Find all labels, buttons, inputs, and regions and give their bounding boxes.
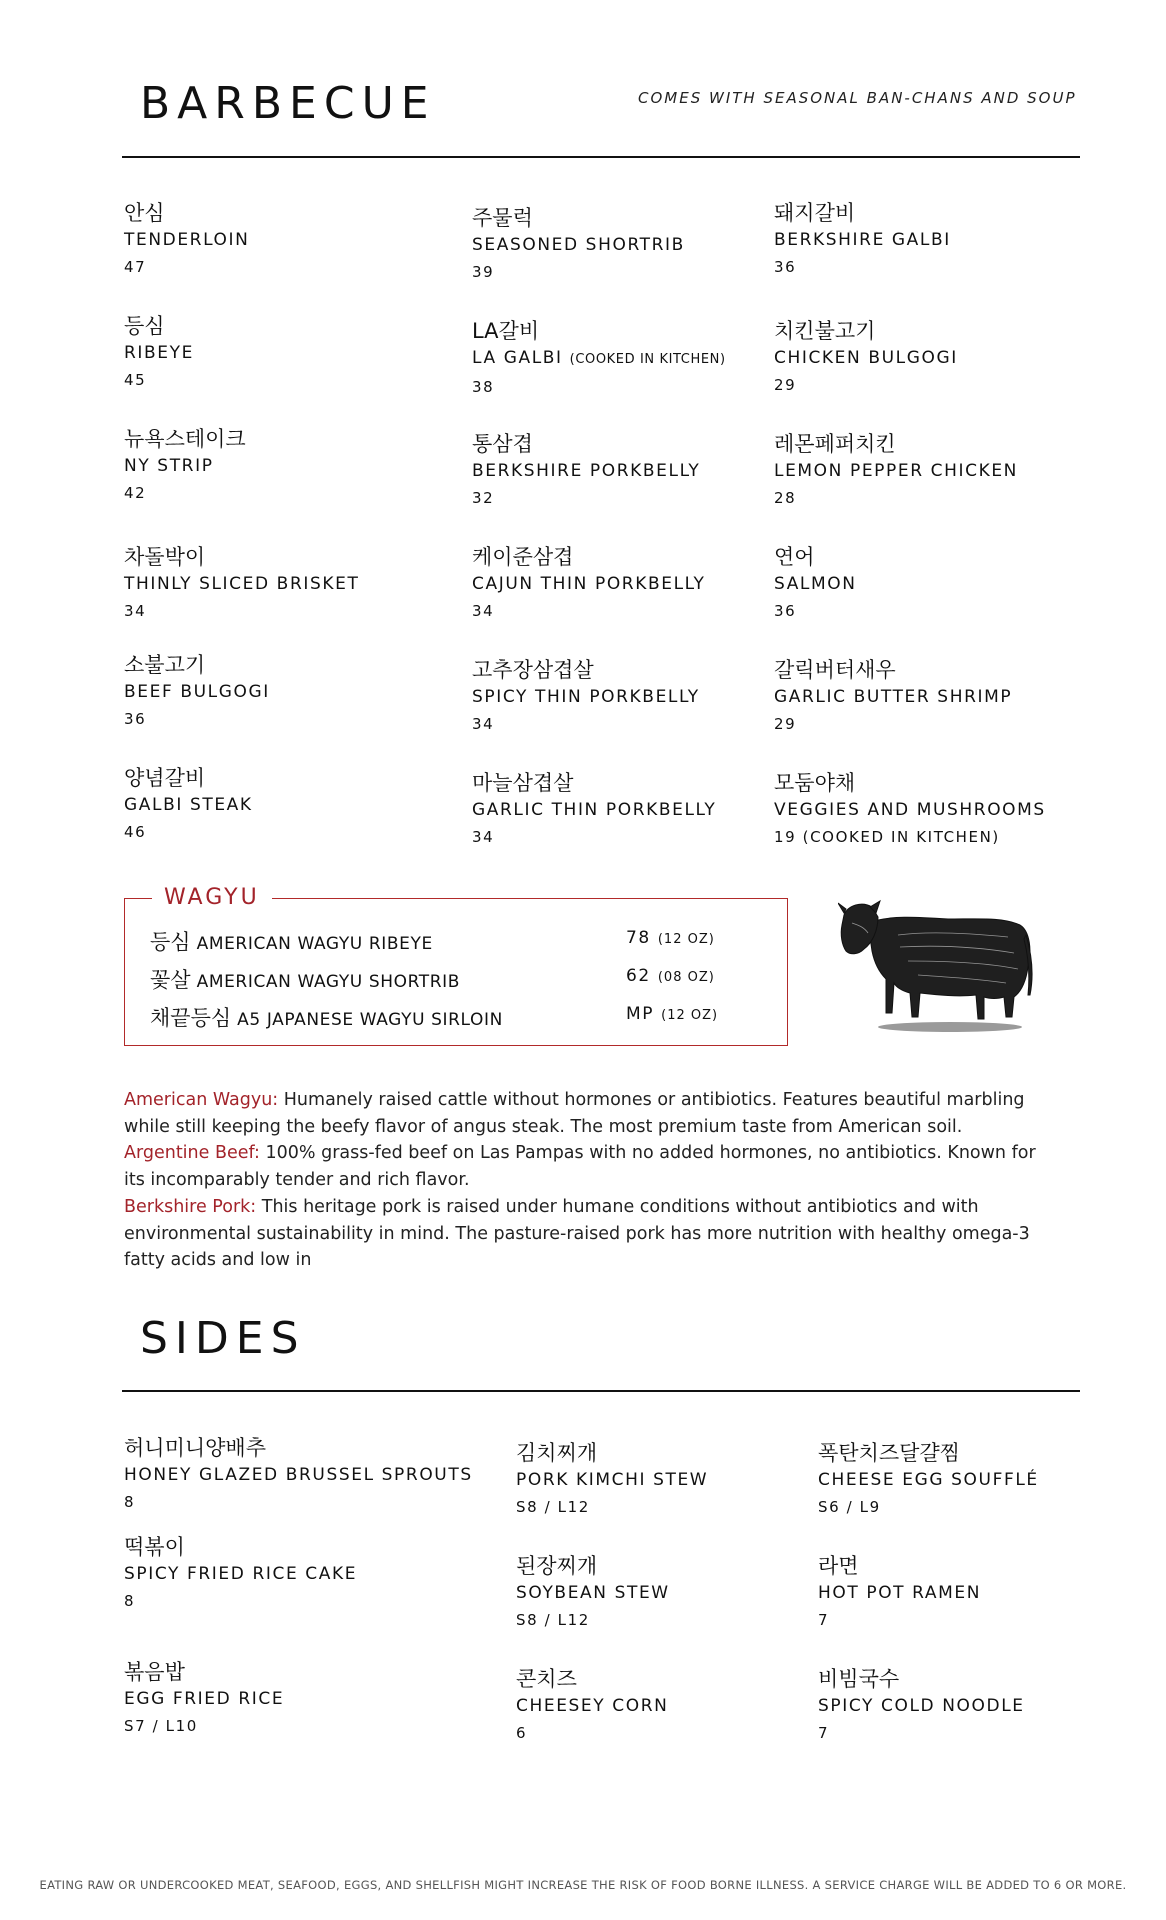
menu-item [774, 543, 857, 624]
item-name-english-text: LA GALBI [472, 348, 563, 368]
description-text: This heritage pork is raised under humane conditions without antibiotics and with environmental sustainability in mind. The pasture-raised pork has more nutrition with healthy omega-3 fatty acids and low in [124, 1196, 1030, 1271]
item-name-english: BERKSHIRE PORKBELLY [472, 461, 701, 481]
item-name-english: RIBEYE [124, 343, 194, 363]
item-name-english: VEGGIES AND MUSHROOMS [774, 800, 1046, 820]
wagyu-title: WAGYU [152, 885, 272, 910]
item-name-korean: LA갈비 [472, 319, 540, 343]
item-price: 39 [472, 263, 495, 281]
menu-item [472, 656, 700, 737]
item-price: 19 (COOKED IN KITCHEN) [774, 828, 1000, 846]
item-name-korean: 돼지갈비 [774, 201, 856, 225]
item-name-english: HONEY GLAZED BRUSSEL SPROUTS [124, 1465, 473, 1485]
item-price: 38 [472, 378, 495, 396]
item-name-korean: 된장찌개 [516, 1554, 598, 1578]
menu-item [818, 1552, 981, 1633]
argentine-beef-description [124, 1140, 1054, 1193]
item-name-english: CHICKEN BULGOGI [774, 348, 958, 368]
menu-item [124, 651, 270, 732]
item-name-korean: 라면 [818, 1554, 859, 1578]
item-name-english: SALMON [774, 574, 857, 594]
menu-item [774, 430, 1018, 511]
menu-item [472, 317, 726, 400]
item-name-english: BEEF BULGOGI [124, 682, 270, 702]
item-name-korean: 뉴욕스테이크 [124, 427, 246, 451]
menu-item [124, 543, 359, 624]
item-price: S7 / L10 [124, 1717, 198, 1735]
item-price: S8 / L12 [516, 1611, 590, 1629]
menu-item [472, 769, 716, 850]
item-name-korean: 레몬페퍼치킨 [774, 432, 896, 456]
barbecue-title: BARBECUE [140, 78, 436, 129]
item-name-korean: 소불고기 [124, 653, 206, 677]
item-name-korean: 치킨불고기 [774, 319, 876, 343]
menu-item [516, 1665, 668, 1746]
item-name-korean: 볶음밥 [124, 1660, 185, 1684]
item-name-korean: 통삼겹 [472, 432, 533, 456]
item-name-english: LEMON PEPPER CHICKEN [774, 461, 1018, 481]
item-name-korean: 안심 [124, 201, 165, 225]
item-name-korean: 등심 [150, 930, 191, 954]
menu-item [124, 1533, 357, 1614]
wagyu-price [626, 928, 715, 948]
item-price: 28 [774, 489, 797, 507]
menu-item [124, 764, 253, 845]
item-name-korean: 등심 [124, 314, 165, 338]
menu-item [774, 656, 1012, 737]
bull-illustration-icon [838, 895, 1034, 1045]
wagyu-price [626, 1004, 718, 1024]
menu-item [472, 430, 700, 511]
item-name-korean: 폭탄치즈달걀찜 [818, 1441, 961, 1465]
item-price: 32 [472, 489, 495, 507]
wagyu-item [150, 926, 433, 956]
menu-item [124, 312, 194, 393]
american-wagyu-description [124, 1087, 1054, 1140]
item-name-korean: 고추장삼겹살 [472, 658, 594, 682]
item-price: 8 [124, 1592, 136, 1610]
menu-item [774, 199, 951, 280]
item-price: 7 [818, 1724, 830, 1742]
item-price: 34 [472, 715, 495, 733]
item-price: 62 [626, 966, 651, 986]
menu-item [124, 1434, 473, 1515]
item-price: 36 [124, 710, 147, 728]
item-price: 46 [124, 823, 147, 841]
item-name-english: CAJUN THIN PORKBELLY [472, 574, 706, 594]
item-name-korean: 떡볶이 [124, 1535, 185, 1559]
item-name-english: HOT POT RAMEN [818, 1583, 982, 1603]
item-name-english: SEASONED SHORTRIB [472, 235, 685, 255]
item-name-korean: 꽃살 [150, 968, 191, 992]
wagyu-item [150, 1002, 503, 1032]
item-name-korean: 김치찌개 [516, 1441, 598, 1465]
item-price: 78 [626, 928, 651, 948]
menu-item [124, 425, 246, 506]
item-name-korean: 비빔국수 [818, 1667, 900, 1691]
menu-item [516, 1439, 708, 1520]
wagyu-item [150, 964, 460, 994]
item-price: 36 [774, 258, 797, 276]
item-price: 47 [124, 258, 147, 276]
item-size: (12 OZ) [661, 1008, 719, 1023]
menu-item [818, 1439, 1039, 1520]
sides-title: SIDES [140, 1313, 306, 1364]
menu-item [774, 317, 958, 398]
barbecue-divider [122, 156, 1080, 158]
item-name-english: AMERICAN WAGYU RIBEYE [196, 934, 433, 954]
menu-item [774, 769, 1046, 850]
beef-descriptions [124, 1087, 1054, 1274]
item-price: S6 / L9 [818, 1498, 881, 1516]
item-name-korean: 케이준삼겹 [472, 545, 574, 569]
item-name-korean: 채끝등심 [150, 1006, 232, 1030]
description-label: American Wagyu: [124, 1090, 279, 1110]
item-name-english: SPICY THIN PORKBELLY [472, 687, 700, 707]
item-name-english: GARLIC BUTTER SHRIMP [774, 687, 1013, 707]
item-price: 34 [124, 602, 147, 620]
item-price: 29 [774, 715, 797, 733]
item-name-english: A5 JAPANESE WAGYU SIRLOIN [237, 1010, 503, 1030]
item-name-english: GARLIC THIN PORKBELLY [472, 800, 717, 820]
menu-item [818, 1665, 1025, 1746]
description-text: Humanely raised cattle without hormones or antibiotics. Features beautiful marbling while still keeping the beefy flavor of angus steak. The most premium taste from American soil. [124, 1090, 1025, 1137]
wagyu-price [626, 966, 715, 986]
item-name-korean: 모둠야채 [774, 771, 856, 795]
item-price: MP [626, 1004, 655, 1024]
footer-disclaimer: EATING RAW OR UNDERCOOKED MEAT, SEAFOOD, EGGS, AND SHELLFISH MIGHT INCREASE THE RISK OF FOOD BORNE ILLNESS. A SERVICE CHARGE WILL BE ADDED TO 6 OR MORE. [39, 1878, 1127, 1892]
barbecue-subtitle: COMES WITH SEASONAL BAN-CHANS AND SOUP [638, 89, 1077, 107]
item-name-english: SOYBEAN STEW [516, 1583, 670, 1603]
item-price: 36 [774, 602, 797, 620]
item-size: (08 OZ) [657, 970, 715, 985]
item-price: 29 [774, 376, 797, 394]
item-price: 42 [124, 484, 147, 502]
item-note: (COOKED IN KITCHEN) [569, 352, 726, 367]
item-name-english: SPICY FRIED RICE CAKE [124, 1564, 358, 1584]
description-label: Berkshire Pork: [124, 1196, 257, 1217]
menu-item [516, 1552, 670, 1633]
item-name-english: EGG FRIED RICE [124, 1689, 285, 1709]
item-size: (12 OZ) [657, 932, 715, 947]
item-name-english: NY STRIP [124, 456, 214, 476]
description-label: Argentine Beef: [124, 1143, 260, 1164]
item-price: 34 [472, 828, 495, 846]
item-name-english: TENDERLOIN [124, 230, 250, 250]
item-name-english: AMERICAN WAGYU SHORTRIB [196, 972, 461, 992]
item-name-korean: 허니미니양배추 [124, 1436, 267, 1460]
berkshire-pork-description [124, 1194, 1054, 1274]
item-name-english: GALBI STEAK [124, 795, 253, 815]
item-name-english: THINLY SLICED BRISKET [124, 574, 360, 594]
item-name-korean: 주물럭 [472, 206, 533, 230]
item-name-korean: 갈릭버터새우 [774, 658, 896, 682]
item-name-english: SPICY COLD NOODLE [818, 1696, 1025, 1716]
menu-item [472, 204, 685, 285]
item-price: 7 [818, 1611, 830, 1629]
menu-item [472, 543, 705, 624]
sides-divider [122, 1390, 1080, 1392]
item-name-korean: 차돌박이 [124, 545, 206, 569]
description-text: 100% grass-fed beef on Las Pampas with no added hormones, no antibiotics. Known for its incomparably tender and rich flavor. [124, 1143, 1036, 1191]
item-price: 8 [124, 1493, 136, 1511]
menu-item [124, 199, 249, 280]
item-name-korean: 콘치즈 [516, 1667, 577, 1691]
item-price: 6 [516, 1724, 528, 1742]
item-name-korean: 양념갈비 [124, 766, 206, 790]
item-name-english: PORK KIMCHI STEW [516, 1470, 709, 1490]
item-name-english: CHEESE EGG SOUFFLÉ [818, 1470, 1039, 1490]
item-name-korean: 마늘삼겹살 [472, 771, 574, 795]
item-price: 34 [472, 602, 495, 620]
menu-item [124, 1658, 284, 1739]
item-name-english: BERKSHIRE GALBI [774, 230, 951, 250]
item-name-english: CHEESEY CORN [516, 1696, 669, 1716]
item-name-korean: 연어 [774, 545, 815, 569]
item-name-english [472, 345, 726, 373]
item-price: 45 [124, 371, 147, 389]
item-price: S8 / L12 [516, 1498, 590, 1516]
